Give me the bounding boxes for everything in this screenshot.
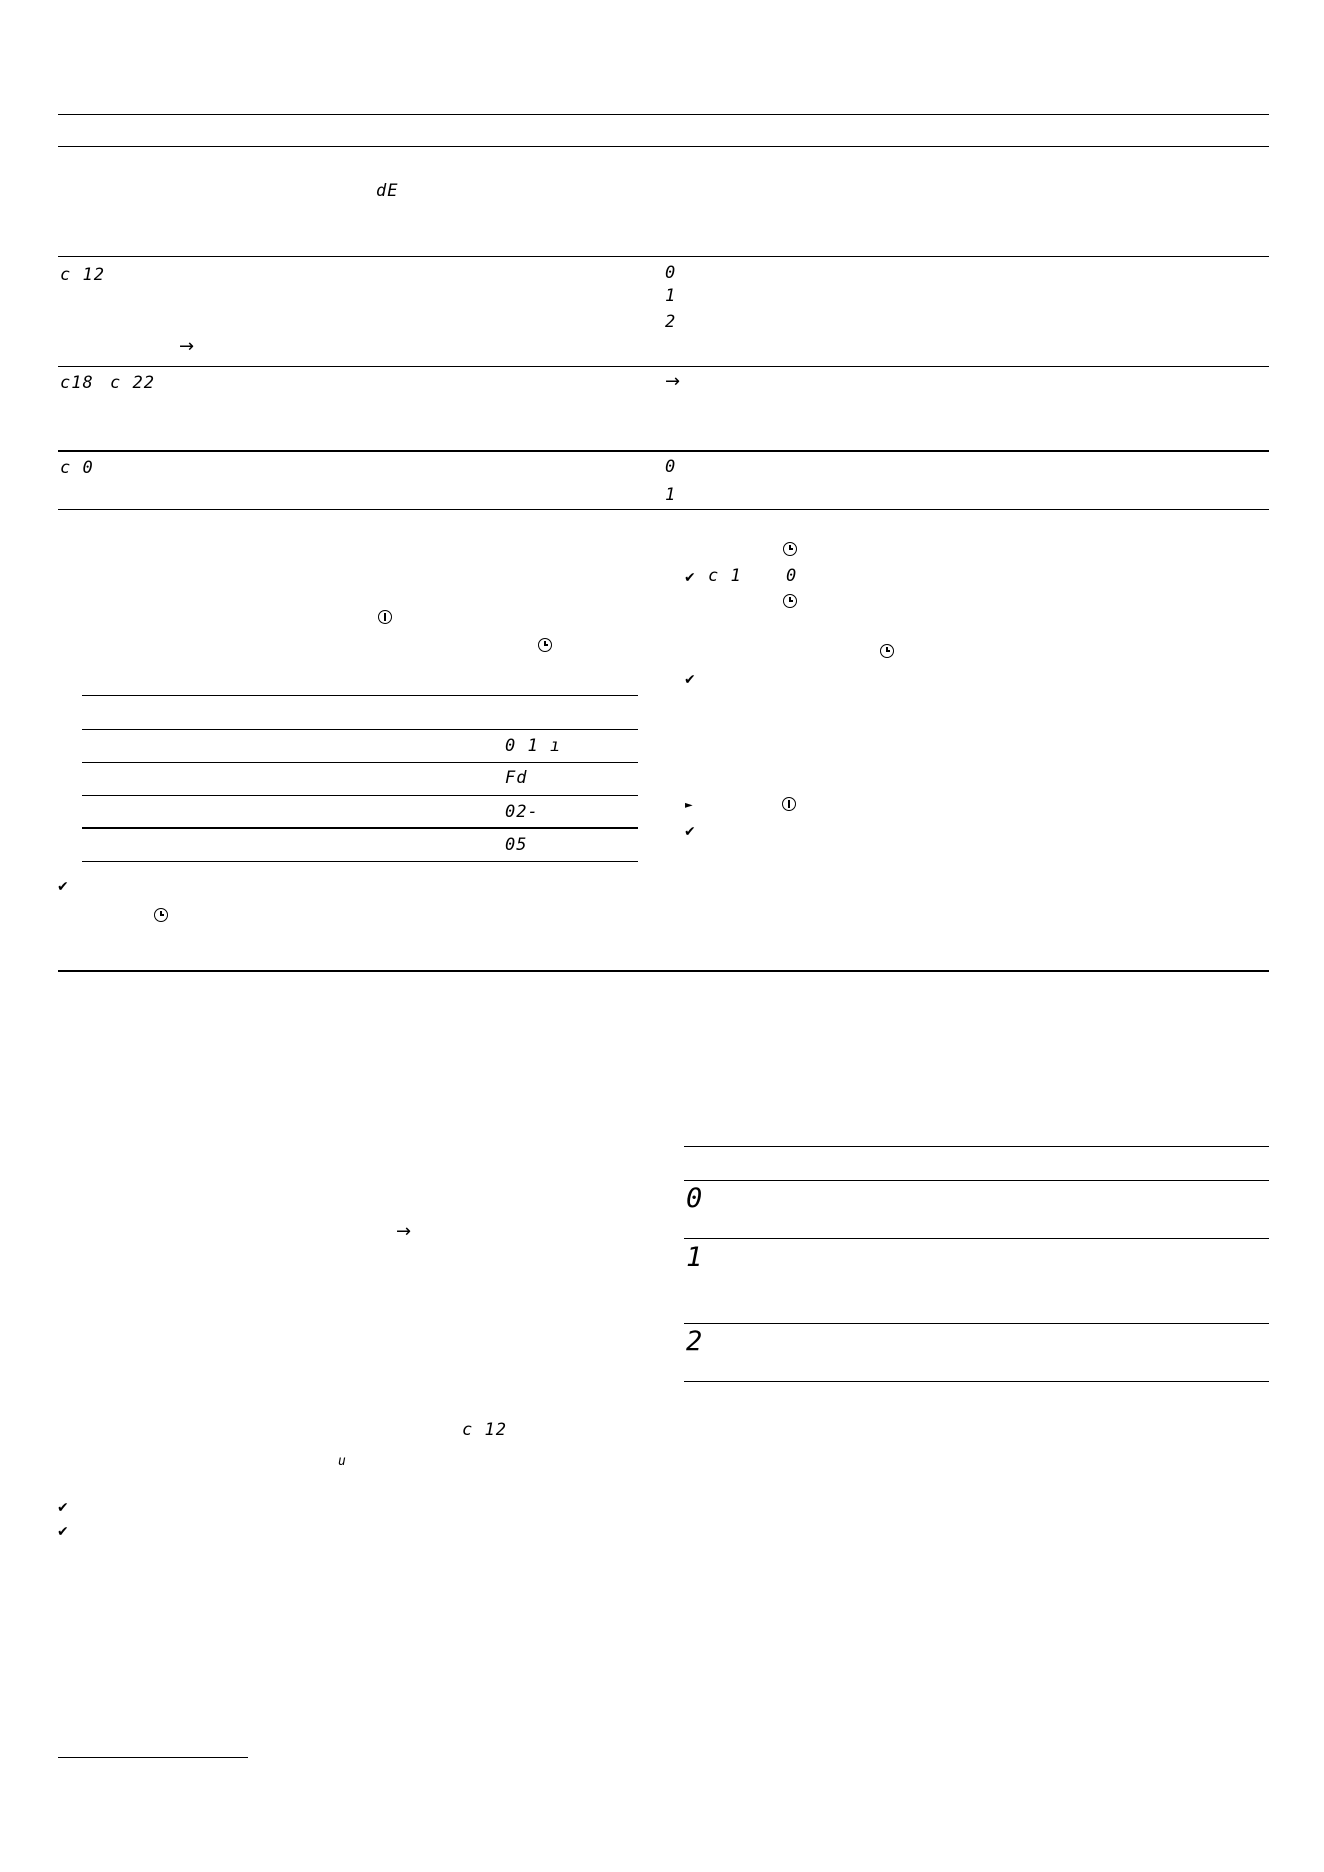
value-code: 1 <box>686 1242 704 1273</box>
clock-icon <box>538 638 552 652</box>
power-icon <box>782 797 796 811</box>
small-table-row-rule <box>82 827 638 829</box>
check-icon: ✔ <box>684 824 696 840</box>
table-row-rule <box>58 256 1269 257</box>
arrow-icon: → <box>665 371 681 392</box>
setting-code-c18: c18 <box>60 373 94 393</box>
display-value: 0 <box>786 566 798 586</box>
check-icon: ✔ <box>57 879 69 895</box>
small-table-bottom-rule <box>82 861 638 862</box>
clock-icon <box>783 594 797 608</box>
check-icon: ✔ <box>684 570 696 586</box>
table-header-rule <box>58 146 1269 147</box>
small-table-top-rule <box>82 695 638 696</box>
option-value: 0 <box>665 263 677 283</box>
small-table-row-rule <box>82 762 638 763</box>
table-row-rule <box>58 366 1269 367</box>
small-table-row-rule <box>82 795 638 796</box>
setting-code-c12: c 12 <box>60 265 105 285</box>
clock-icon <box>880 644 894 658</box>
display-code-u: u <box>338 1454 347 1469</box>
value-table-row-rule <box>684 1238 1269 1239</box>
display-code: 02- <box>505 802 539 822</box>
display-code: 0 1 ı <box>505 736 562 756</box>
value-table-bottom-rule <box>684 1381 1269 1382</box>
check-icon: ✔ <box>57 1524 69 1540</box>
option-value: 2 <box>665 312 677 332</box>
power-icon <box>378 610 392 624</box>
arrow-icon: → <box>396 1221 412 1242</box>
setting-code-c22: c 22 <box>110 373 155 393</box>
display-code: 05 <box>505 835 528 855</box>
value-table-row-rule <box>684 1323 1269 1324</box>
section-divider <box>58 970 1269 972</box>
step-marker-icon: ► <box>685 800 693 811</box>
display-code-c1: c 1 <box>708 566 742 586</box>
value-code: 0 <box>686 1183 704 1214</box>
table-bottom-rule <box>58 509 1269 510</box>
check-icon: ✔ <box>57 1500 69 1516</box>
setting-code-c0: c 0 <box>60 458 94 478</box>
value-table-top-rule <box>684 1146 1269 1147</box>
arrow-icon: → <box>179 336 195 357</box>
footnote-rule <box>58 1757 248 1758</box>
value-table-header-rule <box>684 1180 1269 1181</box>
small-table-header-rule <box>82 729 638 730</box>
value-code: 2 <box>686 1326 704 1357</box>
display-code-c12: c 12 <box>462 1420 507 1440</box>
option-value: 0 <box>665 457 677 477</box>
option-value: 1 <box>665 286 677 306</box>
table-row-rule <box>58 450 1269 452</box>
table-top-rule <box>58 114 1269 115</box>
clock-icon <box>783 542 797 556</box>
option-value: 1 <box>665 485 677 505</box>
clock-icon <box>154 908 168 922</box>
check-icon: ✔ <box>684 672 696 688</box>
display-code: Fd <box>505 768 528 788</box>
display-code-de: dE <box>376 181 399 201</box>
